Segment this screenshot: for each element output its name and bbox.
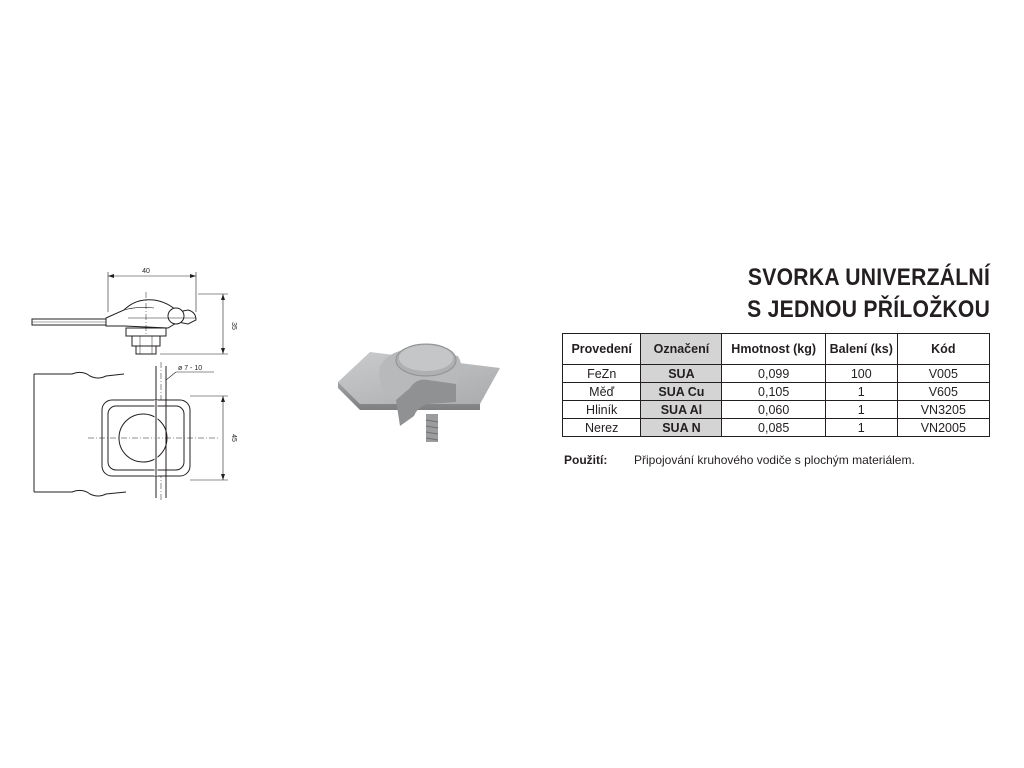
table-row [563,365,990,383]
cell-kod: VN2005 [897,419,989,437]
dim-height-top-label: 35 [230,322,237,330]
table-row [563,383,990,401]
cell-kod: VN3205 [897,401,989,419]
usage-label: Použití: [564,453,608,467]
table-row [563,419,990,437]
cell-hmotnost: 0,085 [722,419,825,437]
dim-width-label: 40 [142,268,150,275]
dim-height-bottom-label: 45 [230,434,237,442]
dim-diameter-label: ø 7 - 10 [178,365,203,372]
technical-drawing [28,262,238,502]
cell-kod: V605 [897,383,989,401]
cell-hmotnost: 0,099 [722,365,825,383]
cell-hmotnost: 0,105 [722,383,825,401]
cell-baleni: 1 [825,383,897,401]
cell-oznaceni: SUA Al [641,401,722,419]
product-title [747,262,990,326]
header-oznaceni: Označení [641,334,722,365]
cell-baleni: 100 [825,365,897,383]
usage-note [564,453,915,467]
cell-baleni: 1 [825,401,897,419]
cell-provedeni: Hliník [563,401,641,419]
cell-baleni: 1 [825,419,897,437]
cell-oznaceni: SUA [641,365,722,383]
cell-hmotnost: 0,060 [722,401,825,419]
cell-provedeni: Měď [563,383,641,401]
header-kod: Kód [897,334,989,365]
cell-oznaceni: SUA N [641,419,722,437]
header-baleni: Balení (ks) [825,334,897,365]
header-provedeni: Provedení [563,334,641,365]
product-photo [330,330,510,450]
title-line-2: S JEDNOU PŘÍLOŽKOU [747,296,990,323]
usage-text: Připojování kruhového vodiče s plochým materiálem. [634,453,915,467]
cell-provedeni: Nerez [563,419,641,437]
cell-provedeni: FeZn [563,365,641,383]
table-header-row [563,334,990,365]
cell-oznaceni: SUA Cu [641,383,722,401]
table-row [563,401,990,419]
title-line-1: SVORKA UNIVERZÁLNÍ [747,264,990,291]
spec-table [562,333,990,437]
cell-kod: V005 [897,365,989,383]
header-hmotnost: Hmotnost (kg) [722,334,825,365]
